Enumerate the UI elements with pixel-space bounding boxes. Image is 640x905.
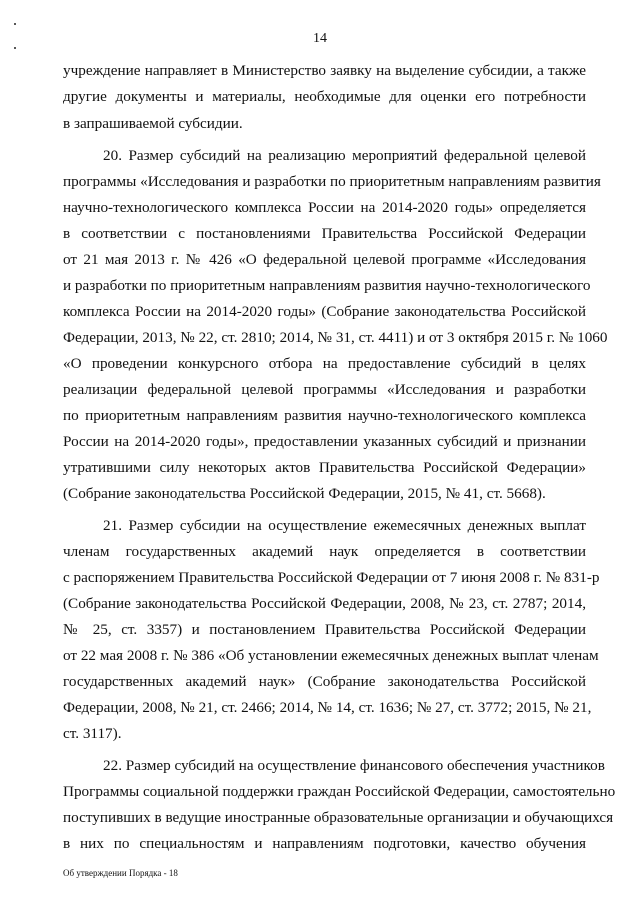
text-line: Программы социальной поддержки граждан Российской Федерации, самостоятельно bbox=[63, 783, 616, 800]
text-line: комплекса России на 2014-2020 годы» (Собрание законодательства Российской bbox=[63, 303, 586, 320]
text-line: реализации федеральной целевой программы «Исследования и разработки bbox=[63, 381, 586, 398]
text-line: научно-технологического комплекса России на 2014-2020 годы» определяется bbox=[63, 199, 586, 216]
text-line: программы «Исследования и разработки по приоритетным направлениям развития bbox=[63, 173, 601, 190]
page-number: 14 bbox=[313, 31, 327, 46]
text-line: в соответствии с постановлениями Правительства Российской Федерации bbox=[63, 225, 586, 242]
text-line: от 21 мая 2013 г. № 426 «О федеральной целевой программе «Исследования bbox=[63, 251, 586, 268]
text-line: (Собрание законодательства Российской Федерации, 2008, № 23, ст. 2787; 2014, bbox=[63, 595, 586, 612]
text-line: 21. Размер субсидии на осуществление ежемесячных денежных выплат bbox=[103, 517, 586, 534]
text-line: от 22 мая 2008 г. № 386 «Об установлении ежемесячных денежных выплат членам bbox=[63, 647, 599, 664]
text-line: в запрашиваемой субсидии. bbox=[63, 115, 243, 132]
text-line: «О проведении конкурсного отбора на предоставление субсидий в целях bbox=[63, 355, 586, 372]
text-line: Федерации, 2008, № 21, ст. 2466; 2014, № 14, ст. 1636; № 27, ст. 3772; 2015, № 21, bbox=[63, 699, 592, 716]
text-line: России на 2014-2020 годы», предоставлении указанных субсидий и признании bbox=[63, 433, 586, 450]
text-line: другие документы и материалы, необходимые для оценки его потребности bbox=[63, 88, 586, 105]
text-line: с распоряжением Правительства Российской Федерации от 7 июня 2008 г. № 831-р bbox=[63, 569, 600, 586]
text-line: ст. 3117). bbox=[63, 725, 122, 742]
text-line: членам государственных академий наук определяется в соответствии bbox=[63, 543, 586, 560]
text-line: (Собрание законодательства Российской Федерации, 2015, № 41, ст. 5668). bbox=[63, 485, 546, 502]
text-line: и разработки по приоритетным направлениям развития научно-технологического bbox=[63, 277, 591, 294]
scan-speck bbox=[14, 23, 16, 25]
page-footer: Об утверждении Порядка - 18 bbox=[63, 868, 178, 878]
text-line: утратившими силу некоторых актов Правительства Российской Федерации» bbox=[63, 459, 586, 476]
text-line: по приоритетным направлениям развития научно-технологического комплекса bbox=[63, 407, 586, 424]
text-line: учреждение направляет в Министерство заявку на выделение субсидии, а также bbox=[63, 62, 586, 79]
text-line: в них по специальностям и направлениям подготовки, качество обучения bbox=[63, 835, 586, 852]
text-line: 20. Размер субсидий на реализацию мероприятий федеральной целевой bbox=[103, 147, 586, 164]
text-line: Федерации, 2013, № 22, ст. 2810; 2014, № 31, ст. 4411) и от 3 октября 2015 г. № 1060 bbox=[63, 329, 608, 346]
text-line: № 25, ст. 3357) и постановлением Правительства Российской Федерации bbox=[63, 621, 586, 638]
text-line: государственных академий наук» (Собрание законодательства Российской bbox=[63, 673, 586, 690]
text-line: поступивших в ведущие иностранные образовательные организации и обучающихся bbox=[63, 809, 614, 826]
scan-speck bbox=[14, 47, 16, 49]
text-line: 22. Размер субсидий на осуществление финансового обеспечения участников bbox=[103, 757, 605, 774]
